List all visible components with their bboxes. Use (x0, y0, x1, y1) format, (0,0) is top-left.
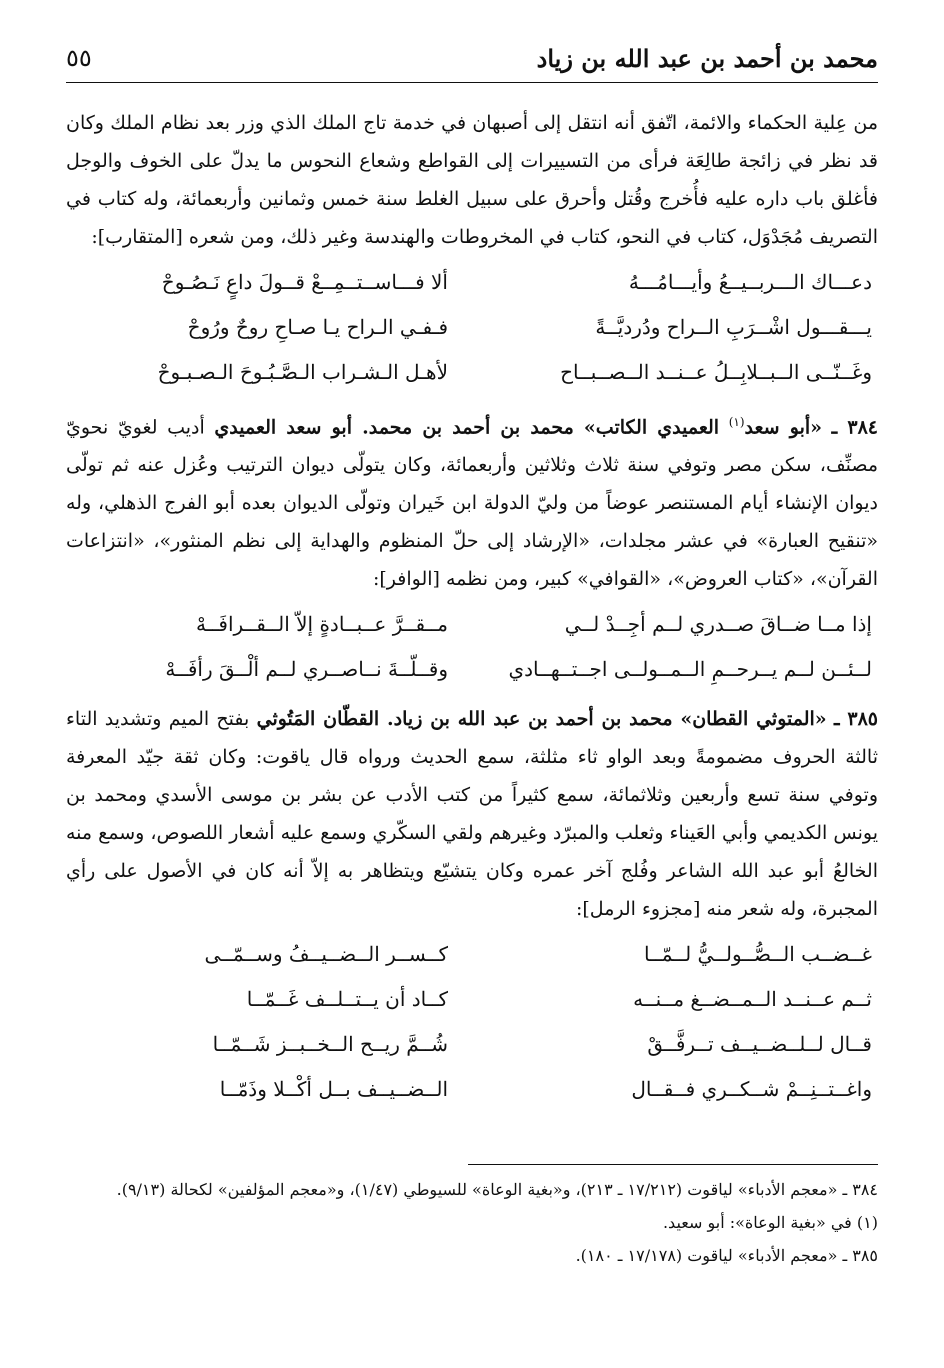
entry-body: بفتح الميم وتشديد التاء ثالثة الحروف مضمومةً وبعد الواو ثاء مثلثة، سمع الحديث ورواه قال ياقوت: وكان ثقة جيّد المعرفة وتوفي سنة تسع وأربعين وثلاثمائة، سمع كثيراً من كتب الأدب عن بشر بن موسى الأسدي ومحمد بن يونس الكديمي وأبي العَيناء وثعلب والمبرّد وغيرهم ولقي السكّري وسمع عليه أشعار اللصوص، وسمع منه الخالعُ أبو عبد الله الشاعر وفُلج آخر عمره وكان يتشيّع ويتظاهر به إلاّ أنه كان في الأصول على رأي المجبرة، وله شعر منه [مجزوء الرمل]: (66, 708, 878, 921)
verse-second-hemistich: لأهـل الـشـراب الـصَّـبُـوحَ الـصـبـوحْ (157, 360, 448, 384)
verse-line (66, 305, 878, 350)
verse-line (66, 932, 878, 977)
entry-heading: «المتوثي القطان» محمد بن أحمد بن عبد الله بن زياد. القطّان المَتُوثي (256, 708, 827, 731)
footnote: ٣٨٥ ـ «معجم الأدباء» لياقوت (١٧/١٧٨ ـ ١٨٠). (575, 1246, 878, 1265)
verse-line (66, 647, 878, 692)
verse-second-hemistich: فـفـي الـراح يـا صـاحِ روحٌ ورُوحْ (187, 315, 448, 339)
entry-number: ٣٨٥ ـ (833, 708, 879, 731)
verse-line (66, 1067, 878, 1112)
page-header (66, 42, 878, 83)
verse-line (66, 602, 878, 647)
verse-first-hemistich: واغــتــنِــمْ شــكــري فــقــال (631, 1077, 872, 1102)
main-text (66, 104, 878, 1120)
verse-first-hemistich: قــال لــلــضــيــف تــرفَّــقْ (647, 1032, 872, 1057)
verse-line (66, 350, 878, 395)
verse-second-hemistich: كــاد أن يــتــلــف غَــمّــا (246, 987, 448, 1012)
poem-2 (66, 602, 878, 692)
verse-line (66, 260, 878, 305)
verse-first-hemistich: يـــقـــول اشْــرَبِ الــراح ودُرديَّــةً (595, 315, 872, 339)
verse-line (66, 1022, 878, 1067)
verse-first-hemistich: لــئــن لــم يــرحــمِ الــمــولــى اجــتــهــادي (508, 657, 872, 682)
running-title: محمد بن أحمد بن عبد الله بن زياد (536, 44, 878, 73)
poem-3 (66, 932, 878, 1112)
entry-384 (66, 403, 878, 598)
verse-second-hemistich: وقــلّــةَ نــاصــري لــم ألْــقَ رأفَــهْ (165, 657, 448, 682)
footnotes (66, 1176, 878, 1275)
page-number: ٥٥ (66, 44, 92, 72)
verse-first-hemistich: دعـــاك الـــربــيــعُ وأيـــامُـــهُ (628, 270, 872, 294)
poem-1 (66, 260, 878, 395)
entry-385 (66, 700, 878, 928)
entry-heading-rest: العميدي الكاتب» محمد بن أحمد بن محمد. أبو سعد العميدي (214, 416, 720, 439)
verse-first-hemistich: وغَــنّــى الــبــلابِــلُ عــنــد الــصــبــاح (560, 360, 872, 384)
verse-first-hemistich: إذا مــا ضــاقَ صــدري لــم أجِــدْ لــي (564, 612, 872, 637)
verse-second-hemistich: مــقــرَّ عــبــادةٍ إلاّ الــقــرافَــهْ (195, 612, 448, 637)
verse-first-hemistich: غــضــب الــصُّــولــيُّ لــمّــا (643, 942, 872, 967)
footnote: ٣٨٤ ـ «معجم الأدباء» لياقوت (١٧/٢١٢ ـ ٢١٣)، و«بغية الوعاة» للسيوطي (١/٤٧)، و«معجم المؤلفين» لكحالة (٩/١٣). (116, 1180, 878, 1199)
footnote-divider (468, 1164, 878, 1165)
verse-second-hemistich: كــســر الــضــيــفُ وســمّــى (204, 942, 448, 967)
footnote: (١) في «بغية الوعاة»: أبو سعيد. (662, 1213, 878, 1232)
intro-paragraph: من عِلية الحكماء والائمة، اتّفق أنه انتقل إلى أصبهان في خدمة تاج الملك الذي وزر بعد نظام الملك وكان قد نظر في زائجة طالِعَة فرأى من التسييرات إلى القواطع وشعاع النحوس ما يدلّ على الخوف والوجل فأغلق باب داره عليه فأُخرج وقُتل وأحرق على سبيل الغلط سنة خمس وثمانين وأربعمائة، وله كتاب في التصريف مُجَدْوَل، كتاب في النحو، كتاب في المخروطات والهندسة وغير ذلك، ومن شعره [المتقارب]: (66, 112, 878, 248)
entry-heading: «أبو سعد (744, 416, 823, 439)
verse-second-hemistich: الــضــيــف بــل أكْــلا وذَمّــا (219, 1077, 448, 1102)
verse-second-hemistich: شُــمَّ ريــح الــخــبــز شَــمّــا (212, 1032, 448, 1057)
verse-first-hemistich: ثــم عــنــد الــمــضــغ مــنــه (633, 987, 872, 1012)
entry-number: ٣٨٤ ـ (831, 416, 879, 439)
footnote-marker: (١) (728, 415, 745, 429)
entry-body: أديب لغويّ نحويّ مصنِّف، سكن مصر وتوفي سنة ثلاث وثلاثين وأربعمائة، وكان يتولّى ديوان الترتيب وعُزل عنه ثم تولّى ديوان الإنشاء أيام المستنصر عوضاً من وليّ الدولة ابن خَيران وتولّى الديوان بعده أبو الفرج الذهلي، وله «تنقيح العبارة» في عشر مجلدات، «الإرشاد إلى حلّ المنظوم والهداية إلى نظم المنثور»، «انتزاعات القرآن»، «كتاب العروض»، «القوافي» كبير، ومن نظمه [الوافر]: (66, 416, 878, 591)
verse-line (66, 977, 878, 1022)
verse-second-hemistich: ألا فـــاســتــمِــعْ قــولَ داعٍ نَـصُـوحْ (161, 270, 448, 294)
